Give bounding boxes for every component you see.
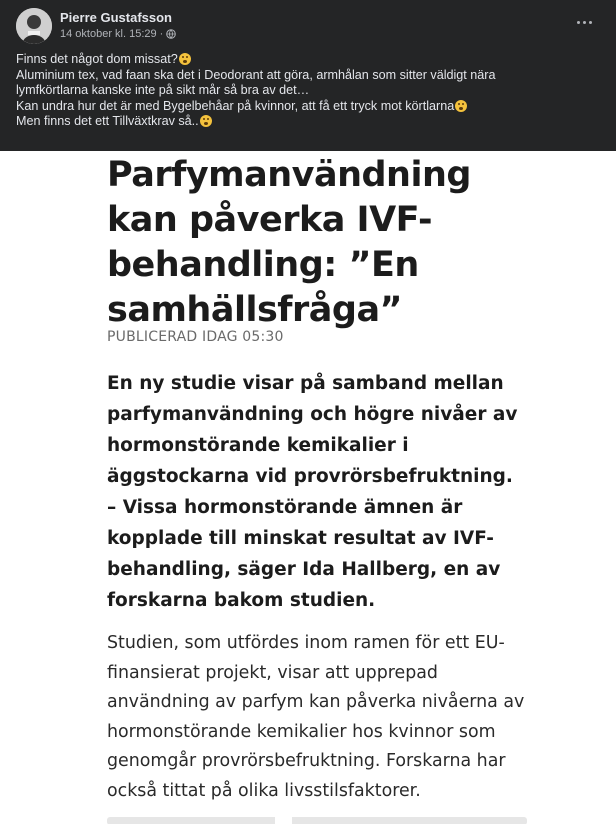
- shared-article-image[interactable]: [0, 151, 616, 824]
- post-meta: [60, 28, 176, 40]
- globe-icon: [166, 29, 176, 39]
- lead-line: parfymanvändning och högre nivåer av: [107, 404, 518, 425]
- post-author[interactable]: Pierre Gustafsson: [60, 10, 172, 25]
- body-line: Studien, som utfördes inom ramen för ett EU-: [107, 633, 505, 653]
- more-options-icon[interactable]: [574, 14, 594, 30]
- meta-separator: ·: [159, 28, 164, 40]
- body-line: finansierat projekt, visar att upprepad: [107, 662, 438, 683]
- surprised-emoji-icon: [179, 53, 191, 65]
- headline-line: behandling: ”En: [107, 245, 419, 285]
- post-text-line: Aluminium tex, vad faan ska det i Deodorant att göra, armhålan som sitter väldigt nära: [16, 67, 496, 82]
- post-text: [16, 52, 606, 130]
- body-line: användning av parfym kan påverka nivåerna av: [107, 692, 525, 712]
- article-body: [107, 629, 577, 806]
- headline-line: Parfymanvändning: [107, 155, 471, 195]
- body-line: hormonstörande kemikalier hos kvinnor som: [107, 721, 496, 742]
- headline-line: kan påverka IVF-: [107, 200, 433, 240]
- headline-line: samhällsfråga”: [107, 290, 403, 330]
- post-text-line: Finns det något dom missat?: [16, 52, 606, 68]
- lead-line: äggstockarna vid provrörsbefruktning.: [107, 466, 513, 487]
- post-timestamp[interactable]: 14 oktober kl. 15:29: [60, 28, 157, 40]
- body-line: genomgår provrörsbefruktning. Forskarna har: [107, 751, 506, 771]
- post-text-line: lymfkörtlarna kanske inte på sikt mår så bra av det…: [16, 83, 310, 97]
- post-header: [0, 0, 616, 46]
- grimacing-emoji-icon: [455, 100, 467, 112]
- lead-line: En ny studie visar på samband mellan: [107, 373, 504, 394]
- article-lead: [107, 368, 577, 616]
- lead-line: behandling, säger Ida Hallberg, en av: [107, 559, 501, 580]
- post-text-line: Kan undra hur det är med Bygelbehåar på kvinnor, att få ett tryck mot körtlarna: [16, 99, 606, 115]
- avatar[interactable]: [16, 8, 52, 44]
- body-line: också tittat på olika livsstilsfaktorer.: [107, 780, 421, 801]
- post-text-line: Men finns det ett Tillväxtkrav så..: [16, 114, 606, 130]
- lead-line: kopplade till minskat resultat av IVF-: [107, 528, 494, 549]
- article-published: PUBLICERAD IDAG 05:30: [107, 329, 284, 345]
- lead-line: – Vissa hormonstörande ämnen är: [107, 497, 463, 518]
- article-headline: [107, 153, 577, 333]
- lead-line: forskarna bakom studien.: [107, 590, 376, 611]
- smirking-emoji-icon: [200, 115, 212, 127]
- lead-line: hormonstörande kemikalier i: [107, 435, 409, 456]
- cut-off-text-line: [107, 817, 527, 824]
